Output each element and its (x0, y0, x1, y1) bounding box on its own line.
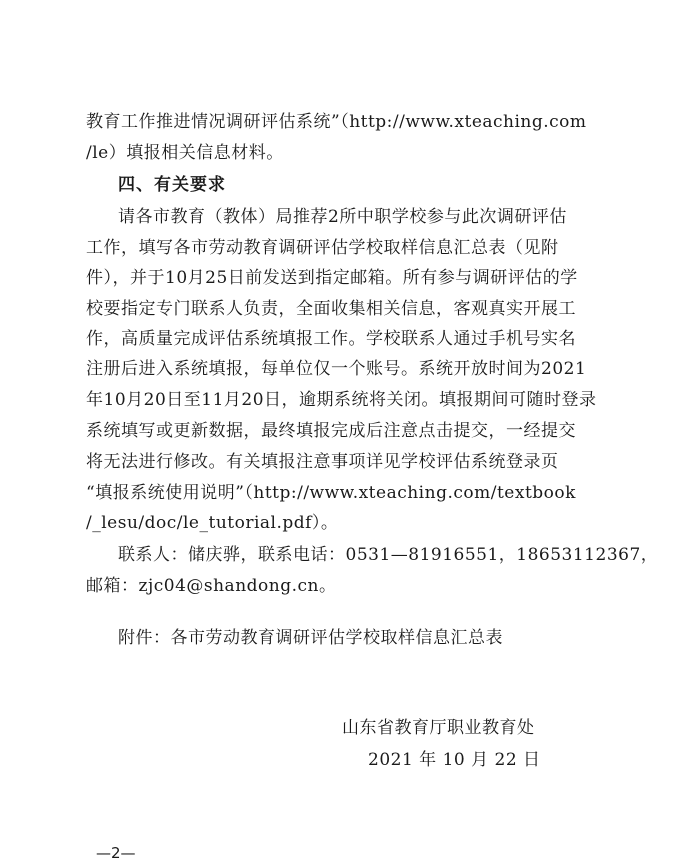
paragraph-line: 教育工作推进情况调研评估系统”（http://www.xteaching.com (86, 112, 587, 132)
paragraph-line: 请各市教育（教体）局推荐2所中职学校参与此次调研评估 (118, 207, 567, 227)
paragraph-line: 件），并于10月25日前发送到指定邮箱。所有参与调研评估的学 (86, 268, 578, 288)
paragraph-line: 年10月20日至11月20日，逾期系统将关闭。填报期间可随时登录 (86, 390, 597, 410)
signature-organization: 山东省教育厅职业教育处 (342, 718, 535, 738)
email-line: 邮箱：zjc04@shandong.cn。 (86, 576, 337, 596)
contact-line: 联系人：储庆骅，联系电话：0531—81916551，18653112367， (118, 545, 659, 565)
paragraph-line: 校要指定专门联系人负责，全面收集相关信息，客观真实开展工 (86, 299, 576, 319)
attachment-line: 附件：各市劳动教育调研评估学校取样信息汇总表 (118, 628, 503, 648)
paragraph-line: /le）填报相关信息材料。 (86, 143, 284, 163)
paragraph-line: 注册后进入系统填报，每单位仅一个账号。系统开放时间为2021 (86, 359, 587, 379)
paragraph-line: 工作，填写各市劳动教育调研评估学校取样信息汇总表（见附 (86, 238, 559, 258)
paragraph-line: “填报系统使用说明”（http://www.xteaching.com/textbook (86, 483, 576, 503)
paragraph-line: 作，高质量完成评估系统填报工作。学校联系人通过手机号实名 (86, 329, 576, 349)
paragraph-line: /_lesu/doc/le_tutorial.pdf）。 (86, 513, 339, 533)
paragraph-line: 将无法进行修改。有关填报注意事项详见学校评估系统登录页 (86, 452, 559, 472)
signature-date: 2021 年 10 月 22 日 (368, 750, 541, 770)
paragraph-line: 系统填写或更新数据，最终填报完成后注意点击提交，一经提交 (86, 421, 576, 441)
section-heading: 四、有关要求 (118, 175, 226, 195)
page-number: —2— (96, 844, 136, 862)
